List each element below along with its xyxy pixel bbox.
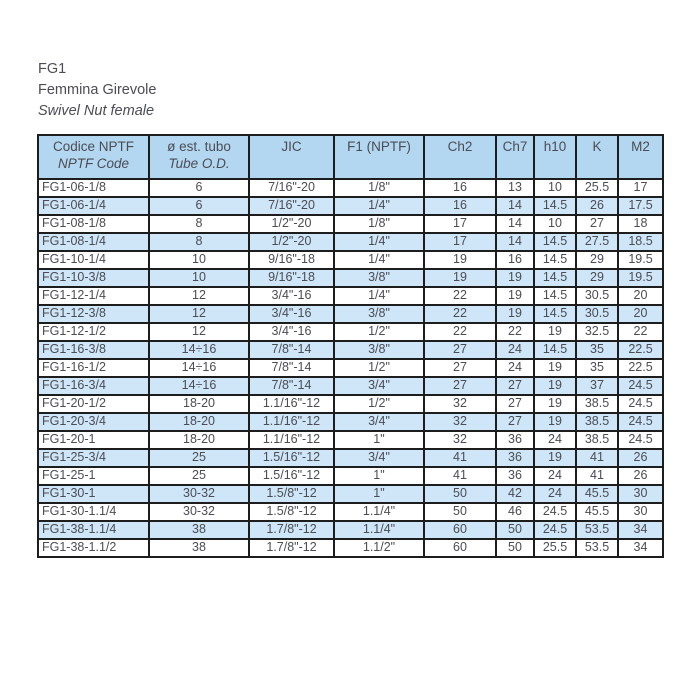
value-cell: 27: [496, 377, 534, 395]
code-cell: FG1-16-1/2: [38, 359, 149, 377]
value-cell: 16: [424, 197, 496, 215]
product-name-italian: Femmina Girevole: [38, 82, 157, 99]
column-header-label: h10: [543, 139, 567, 154]
value-cell: 1/2"-20: [249, 233, 334, 251]
value-cell: 12: [149, 287, 249, 305]
value-cell: 3/4"-16: [249, 323, 334, 341]
column-header: [149, 135, 249, 179]
value-cell: 30-32: [149, 485, 249, 503]
value-cell: 27: [424, 377, 496, 395]
value-cell: 1.5/16"-12: [249, 467, 334, 485]
value-cell: 17: [424, 215, 496, 233]
column-header-label: Ch2: [447, 139, 473, 154]
value-cell: 34: [618, 521, 663, 539]
title-block: [38, 59, 156, 122]
value-cell: 1/2": [334, 323, 424, 341]
value-cell: 36: [496, 449, 534, 467]
value-cell: 18: [618, 215, 663, 233]
table-row: [38, 431, 663, 449]
value-cell: 13: [496, 179, 534, 197]
value-cell: 41: [424, 449, 496, 467]
value-cell: 26: [618, 467, 663, 485]
code-cell: FG1-12-1/4: [38, 287, 149, 305]
value-cell: 1.7/8"-12: [249, 539, 334, 557]
table-row: [38, 449, 663, 467]
value-cell: 50: [424, 485, 496, 503]
code-cell: FG1-38-1.1/4: [38, 521, 149, 539]
value-cell: 42: [496, 485, 534, 503]
value-cell: 14.5: [534, 341, 576, 359]
value-cell: 3/4"-16: [249, 305, 334, 323]
value-cell: 36: [496, 467, 534, 485]
table-row: [38, 467, 663, 485]
value-cell: 7/16"-20: [249, 197, 334, 215]
value-cell: 30-32: [149, 503, 249, 521]
column-header: [424, 135, 496, 179]
value-cell: 16: [496, 251, 534, 269]
table-row: [38, 503, 663, 521]
value-cell: 9/16"-18: [249, 269, 334, 287]
column-header: [38, 135, 149, 179]
value-cell: 35: [576, 359, 618, 377]
column-header-sublabel: Tube O.D.: [168, 156, 230, 172]
value-cell: 1/2": [334, 395, 424, 413]
value-cell: 30.5: [576, 305, 618, 323]
value-cell: 17.5: [618, 197, 663, 215]
value-cell: 1": [334, 485, 424, 503]
value-cell: 29: [576, 269, 618, 287]
column-header-label: F1 (NPTF): [347, 139, 411, 154]
value-cell: 8: [149, 215, 249, 233]
value-cell: 19: [534, 413, 576, 431]
value-cell: 10: [149, 269, 249, 287]
value-cell: 50: [496, 539, 534, 557]
column-header: [534, 135, 576, 179]
column-header: [576, 135, 618, 179]
value-cell: 14.5: [534, 287, 576, 305]
value-cell: 14: [496, 233, 534, 251]
code-cell: FG1-16-3/4: [38, 377, 149, 395]
value-cell: 32.5: [576, 323, 618, 341]
value-cell: 24.5: [618, 413, 663, 431]
value-cell: 10: [149, 251, 249, 269]
code-cell: FG1-10-3/8: [38, 269, 149, 287]
value-cell: 22: [424, 287, 496, 305]
value-cell: 7/8"-14: [249, 359, 334, 377]
value-cell: 30: [618, 503, 663, 521]
column-header: [249, 135, 334, 179]
column-header: [618, 135, 663, 179]
table-row: [38, 305, 663, 323]
value-cell: 41: [576, 449, 618, 467]
value-cell: 27: [496, 395, 534, 413]
value-cell: 1.1/2": [334, 539, 424, 557]
value-cell: 22: [496, 323, 534, 341]
value-cell: 38.5: [576, 395, 618, 413]
value-cell: 26: [618, 449, 663, 467]
table-row: [38, 323, 663, 341]
spec-table: [37, 134, 664, 558]
value-cell: 14÷16: [149, 341, 249, 359]
header-row: [38, 135, 663, 179]
table-row: [38, 521, 663, 539]
product-name-english: Swivel Nut female: [38, 103, 155, 120]
value-cell: 24.5: [618, 431, 663, 449]
value-cell: 27: [424, 359, 496, 377]
table-row: [38, 251, 663, 269]
value-cell: 12: [149, 305, 249, 323]
table-row: [38, 341, 663, 359]
value-cell: 7/16"-20: [249, 179, 334, 197]
value-cell: 1": [334, 467, 424, 485]
table-row: [38, 539, 663, 557]
value-cell: 32: [424, 431, 496, 449]
value-cell: 45.5: [576, 485, 618, 503]
value-cell: 27.5: [576, 233, 618, 251]
value-cell: 3/4": [334, 377, 424, 395]
value-cell: 22: [424, 323, 496, 341]
value-cell: 1/4": [334, 197, 424, 215]
value-cell: 14.5: [534, 233, 576, 251]
value-cell: 3/4"-16: [249, 287, 334, 305]
column-header: [334, 135, 424, 179]
value-cell: 24: [496, 359, 534, 377]
code-cell: FG1-25-3/4: [38, 449, 149, 467]
value-cell: 25.5: [576, 179, 618, 197]
value-cell: 19.5: [618, 251, 663, 269]
table-row: [38, 485, 663, 503]
value-cell: 27: [424, 341, 496, 359]
value-cell: 18.5: [618, 233, 663, 251]
value-cell: 38.5: [576, 431, 618, 449]
table-row: [38, 269, 663, 287]
value-cell: 1/8": [334, 215, 424, 233]
value-cell: 22: [618, 323, 663, 341]
value-cell: 34: [618, 539, 663, 557]
value-cell: 1/2"-20: [249, 215, 334, 233]
value-cell: 1.5/8"-12: [249, 485, 334, 503]
value-cell: 1.1/16"-12: [249, 413, 334, 431]
code-cell: FG1-08-1/8: [38, 215, 149, 233]
value-cell: 1.1/4": [334, 503, 424, 521]
table-row: [38, 233, 663, 251]
value-cell: 1/4": [334, 233, 424, 251]
value-cell: 14.5: [534, 269, 576, 287]
value-cell: 27: [576, 215, 618, 233]
value-cell: 46: [496, 503, 534, 521]
value-cell: 3/4": [334, 413, 424, 431]
value-cell: 9/16"-18: [249, 251, 334, 269]
value-cell: 53.5: [576, 521, 618, 539]
value-cell: 19: [534, 323, 576, 341]
value-cell: 24.5: [534, 521, 576, 539]
value-cell: 25: [149, 449, 249, 467]
value-cell: 53.5: [576, 539, 618, 557]
value-cell: 24: [534, 485, 576, 503]
code-cell: FG1-12-3/8: [38, 305, 149, 323]
value-cell: 32: [424, 413, 496, 431]
table-row: [38, 197, 663, 215]
value-cell: 19: [424, 251, 496, 269]
value-cell: 22.5: [618, 341, 663, 359]
value-cell: 24: [534, 431, 576, 449]
value-cell: 17: [424, 233, 496, 251]
value-cell: 19: [534, 359, 576, 377]
value-cell: 22: [424, 305, 496, 323]
value-cell: 60: [424, 521, 496, 539]
value-cell: 38: [149, 539, 249, 557]
value-cell: 26: [576, 197, 618, 215]
value-cell: 38.5: [576, 413, 618, 431]
value-cell: 27: [496, 413, 534, 431]
value-cell: 24.5: [618, 377, 663, 395]
value-cell: 1.7/8"-12: [249, 521, 334, 539]
value-cell: 10: [534, 179, 576, 197]
value-cell: 1": [334, 431, 424, 449]
table-body: [38, 179, 663, 557]
value-cell: 6: [149, 179, 249, 197]
value-cell: 25.5: [534, 539, 576, 557]
code-cell: FG1-08-1/4: [38, 233, 149, 251]
value-cell: 41: [576, 467, 618, 485]
value-cell: 19: [424, 269, 496, 287]
value-cell: 19: [534, 395, 576, 413]
code-cell: FG1-12-1/2: [38, 323, 149, 341]
table-header: [38, 135, 663, 179]
value-cell: 50: [424, 503, 496, 521]
value-cell: 14.5: [534, 305, 576, 323]
column-header-label: JIC: [281, 139, 302, 154]
code-cell: FG1-10-1/4: [38, 251, 149, 269]
value-cell: 20: [618, 287, 663, 305]
value-cell: 3/8": [334, 305, 424, 323]
table-row: [38, 179, 663, 197]
column-header-label: Ch7: [502, 139, 528, 154]
value-cell: 24: [534, 467, 576, 485]
value-cell: 8: [149, 233, 249, 251]
table-row: [38, 395, 663, 413]
value-cell: 18-20: [149, 431, 249, 449]
value-cell: 50: [496, 521, 534, 539]
value-cell: 1.1/16"-12: [249, 395, 334, 413]
value-cell: 14: [496, 215, 534, 233]
value-cell: 30.5: [576, 287, 618, 305]
code-cell: FG1-25-1: [38, 467, 149, 485]
value-cell: 1/4": [334, 251, 424, 269]
series-code: FG1: [38, 61, 67, 77]
code-cell: FG1-20-3/4: [38, 413, 149, 431]
value-cell: 3/8": [334, 269, 424, 287]
code-cell: FG1-38-1.1/2: [38, 539, 149, 557]
value-cell: 16: [424, 179, 496, 197]
code-cell: FG1-06-1/8: [38, 179, 149, 197]
value-cell: 14÷16: [149, 377, 249, 395]
value-cell: 1.1/4": [334, 521, 424, 539]
value-cell: 1.1/16"-12: [249, 431, 334, 449]
value-cell: 1/4": [334, 287, 424, 305]
value-cell: 19: [496, 287, 534, 305]
value-cell: 14.5: [534, 197, 576, 215]
value-cell: 25: [149, 467, 249, 485]
value-cell: 19: [534, 449, 576, 467]
value-cell: 41: [424, 467, 496, 485]
code-cell: FG1-30-1: [38, 485, 149, 503]
value-cell: 17: [618, 179, 663, 197]
column-header: [496, 135, 534, 179]
column-header-label: Codice NPTF: [52, 139, 135, 154]
table-row: [38, 359, 663, 377]
code-cell: FG1-16-3/8: [38, 341, 149, 359]
value-cell: 24: [496, 341, 534, 359]
value-cell: 19: [496, 305, 534, 323]
value-cell: 36: [496, 431, 534, 449]
column-header-sublabel: NPTF Code: [57, 156, 130, 172]
value-cell: 22.5: [618, 359, 663, 377]
column-header-label: K: [592, 139, 602, 154]
column-header-label: ø est. tubo: [167, 139, 231, 154]
value-cell: 19.5: [618, 269, 663, 287]
table-row: [38, 215, 663, 233]
value-cell: 10: [534, 215, 576, 233]
value-cell: 24.5: [618, 395, 663, 413]
value-cell: 6: [149, 197, 249, 215]
value-cell: 1.5/16"-12: [249, 449, 334, 467]
value-cell: 7/8"-14: [249, 377, 334, 395]
value-cell: 1.5/8"-12: [249, 503, 334, 521]
value-cell: 32: [424, 395, 496, 413]
value-cell: 30: [618, 485, 663, 503]
code-cell: FG1-06-1/4: [38, 197, 149, 215]
value-cell: 1/8": [334, 179, 424, 197]
value-cell: 38: [149, 521, 249, 539]
column-header-label: M2: [631, 139, 650, 154]
value-cell: 45.5: [576, 503, 618, 521]
value-cell: 18-20: [149, 395, 249, 413]
value-cell: 3/4": [334, 449, 424, 467]
value-cell: 37: [576, 377, 618, 395]
value-cell: 3/8": [334, 341, 424, 359]
value-cell: 1/2": [334, 359, 424, 377]
table-row: [38, 377, 663, 395]
value-cell: 14.5: [534, 251, 576, 269]
value-cell: 12: [149, 323, 249, 341]
value-cell: 24.5: [534, 503, 576, 521]
code-cell: FG1-20-1/2: [38, 395, 149, 413]
value-cell: 29: [576, 251, 618, 269]
value-cell: 14÷16: [149, 359, 249, 377]
code-cell: FG1-20-1: [38, 431, 149, 449]
value-cell: 20: [618, 305, 663, 323]
value-cell: 18-20: [149, 413, 249, 431]
value-cell: 7/8"-14: [249, 341, 334, 359]
code-cell: FG1-30-1.1/4: [38, 503, 149, 521]
table-row: [38, 413, 663, 431]
value-cell: 19: [496, 269, 534, 287]
value-cell: 14: [496, 197, 534, 215]
value-cell: 19: [534, 377, 576, 395]
value-cell: 60: [424, 539, 496, 557]
table-row: [38, 287, 663, 305]
value-cell: 35: [576, 341, 618, 359]
